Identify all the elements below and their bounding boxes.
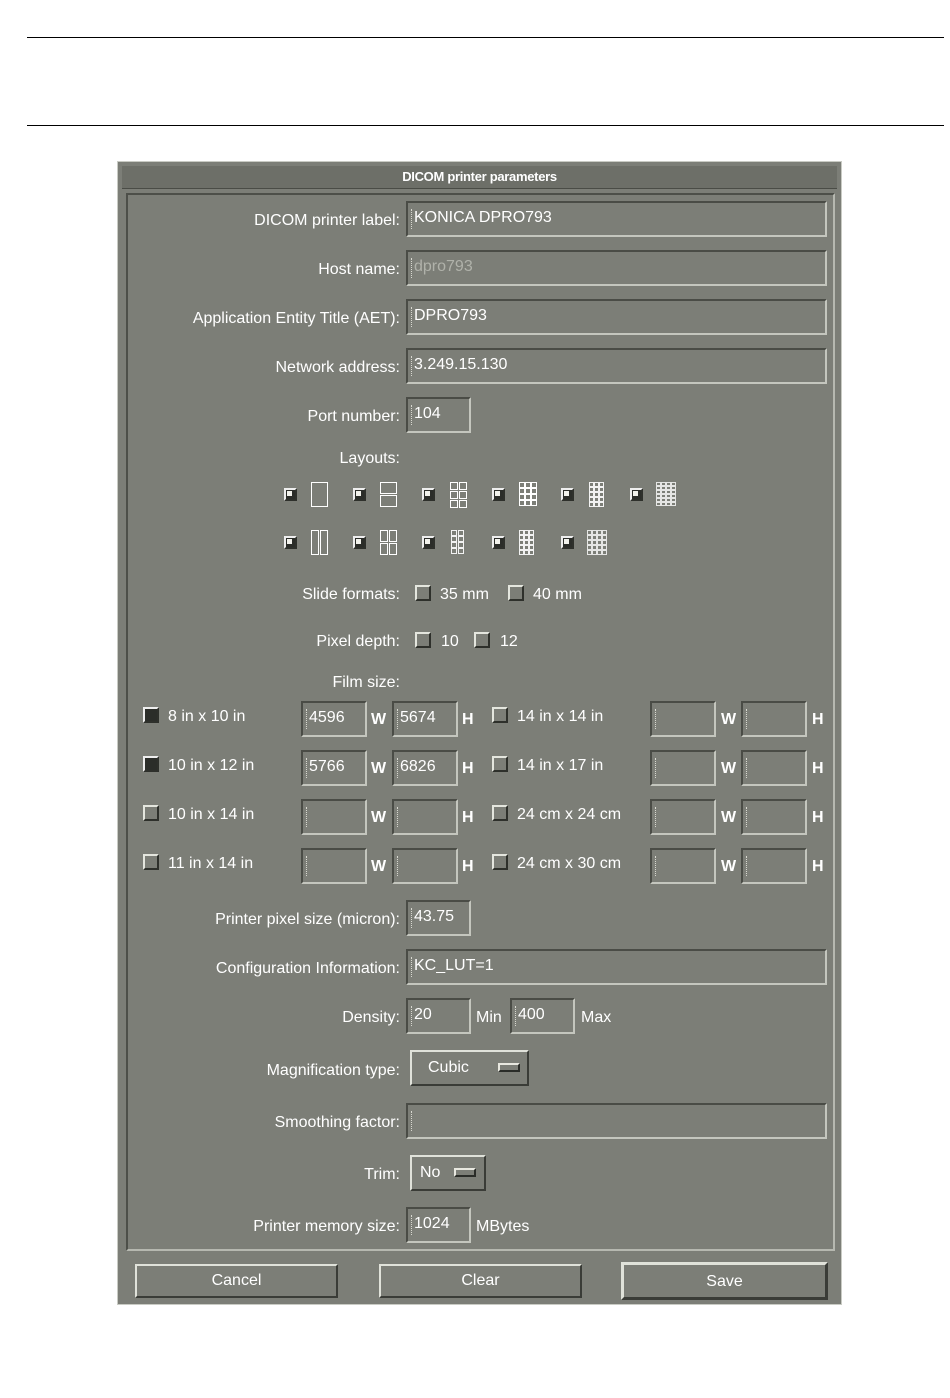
layout-4x5-icon (587, 530, 609, 561)
film-10x12-h-label: H (462, 760, 474, 777)
layout-3x5-icon (589, 482, 605, 513)
film-11x14-h-label: H (462, 858, 474, 875)
layout-checkbox-4x5[interactable] (630, 488, 643, 501)
film-10x12-w-label: W (371, 760, 387, 777)
pixel-depth-10-label: 10 (441, 633, 459, 650)
port-number-field[interactable]: 104 (406, 397, 471, 433)
layout-3x4-icon (519, 482, 538, 513)
film-10x14-w-label: W (371, 809, 387, 826)
film-10x14-width-field[interactable] (301, 799, 367, 835)
smoothing-caption: Smoothing factor: (274, 1114, 400, 1131)
film-24x24-checkbox[interactable] (492, 805, 508, 821)
film-24x24-h-label: H (812, 809, 824, 826)
layout-1x2-icon (380, 482, 398, 513)
layout-1x1-icon (311, 482, 329, 513)
slide-40mm-checkbox[interactable] (508, 585, 524, 601)
network-address-field[interactable]: 3.249.15.130 (406, 348, 827, 384)
layout-checkbox-3x4[interactable] (492, 488, 505, 501)
layouts-caption: Layouts: (339, 450, 400, 467)
film-14x14-w-label: W (721, 711, 737, 728)
film-14x17-label: 14 in x 17 in (517, 757, 604, 774)
film-10x12-height-field[interactable]: 6826 (392, 750, 458, 786)
film-24x24-width-field[interactable] (650, 799, 716, 835)
film-24x24-w-label: W (721, 809, 737, 826)
host-name-field[interactable]: dpro793 (406, 250, 827, 286)
slide-35mm-label: 35 mm (440, 586, 489, 603)
film-11x14-w-label: W (371, 858, 387, 875)
film-14x14-label: 14 in x 14 in (517, 708, 604, 725)
film-24x30-label: 24 cm x 30 cm (517, 855, 622, 872)
film-14x14-height-field[interactable] (741, 701, 807, 737)
dicom-printer-dialog (117, 161, 842, 1305)
film-10x14-h-label: H (462, 809, 474, 826)
film-24x30-height-field[interactable] (741, 848, 807, 884)
film-14x14-h-label: H (812, 711, 824, 728)
save-button[interactable]: Save (621, 1262, 828, 1300)
film-14x14-checkbox[interactable] (492, 707, 508, 723)
config-info-field[interactable]: KC_LUT=1 (406, 949, 827, 985)
film-8x10-label: 8 in x 10 in (168, 708, 246, 725)
memory-caption: Printer memory size: (253, 1218, 400, 1235)
film-14x17-w-label: W (721, 760, 737, 777)
memory-field[interactable]: 1024 (406, 1207, 471, 1243)
layout-checkbox-2x2[interactable] (422, 488, 435, 501)
film-14x17-height-field[interactable] (741, 750, 807, 786)
printer-label-field[interactable]: KONICA DPRO793 (406, 201, 827, 237)
option-menu-indicator-icon (454, 1168, 476, 1177)
pixel-depth-12-label: 12 (500, 633, 518, 650)
top-rule (27, 37, 944, 38)
density-min-label: Min (476, 1009, 502, 1026)
pixel-depth-12-checkbox[interactable] (474, 632, 490, 648)
film-24x24-height-field[interactable] (741, 799, 807, 835)
film-14x17-checkbox[interactable] (492, 756, 508, 772)
pixel-depth-caption: Pixel depth: (316, 633, 400, 650)
trim-option-menu[interactable] (410, 1155, 486, 1191)
network-address-caption: Network address: (275, 359, 400, 376)
film-14x17-width-field[interactable] (650, 750, 716, 786)
cancel-button[interactable]: Cancel (135, 1264, 338, 1298)
config-info-caption: Configuration Information: (215, 960, 400, 977)
film-11x14-height-field[interactable] (392, 848, 458, 884)
layout-4x6-icon (656, 482, 678, 513)
layout-checkbox-4x5b[interactable] (561, 536, 574, 549)
density-max-label: Max (581, 1009, 612, 1026)
layout-checkbox-2x1[interactable] (284, 536, 297, 549)
film-24x24-label: 24 cm x 24 cm (517, 806, 622, 823)
pixel-size-caption: Printer pixel size (micron): (215, 911, 400, 928)
film-24x30-checkbox[interactable] (492, 854, 508, 870)
layout-checkbox-2x4[interactable] (422, 536, 435, 549)
film-11x14-width-field[interactable] (301, 848, 367, 884)
film-24x30-width-field[interactable] (650, 848, 716, 884)
slide-40mm-label: 40 mm (533, 586, 582, 603)
layout-checkbox-1x2[interactable] (353, 488, 366, 501)
layout-2x4-icon (451, 530, 465, 561)
film-8x10-height-field[interactable]: 5674 (392, 701, 458, 737)
slide-35mm-checkbox[interactable] (415, 585, 431, 601)
slide-formats-caption: Slide formats: (302, 586, 400, 603)
clear-button[interactable]: Clear (379, 1264, 582, 1298)
film-10x12-label: 10 in x 12 in (168, 757, 255, 774)
film-11x14-label: 11 in x 14 in (168, 855, 254, 872)
layout-checkbox-3x5[interactable] (561, 488, 574, 501)
trim-value: No (420, 1164, 441, 1181)
film-8x10-width-field[interactable]: 4596 (301, 701, 367, 737)
memory-unit-label: MBytes (476, 1218, 530, 1235)
film-14x17-h-label: H (812, 760, 824, 777)
port-number-caption: Port number: (307, 408, 400, 425)
density-caption: Density: (342, 1009, 400, 1026)
layout-2x2-icon (380, 530, 398, 561)
aet-caption: Application Entity Title (AET): (192, 310, 400, 327)
pixel-depth-10-checkbox[interactable] (415, 632, 431, 648)
film-8x10-checkbox[interactable] (143, 707, 159, 723)
film-10x12-checkbox[interactable] (143, 756, 159, 772)
film-14x14-width-field[interactable] (650, 701, 716, 737)
magnification-option-menu[interactable] (410, 1050, 529, 1086)
film-size-caption: Film size: (332, 674, 400, 691)
pixel-size-field[interactable]: 43.75 (406, 900, 471, 936)
smoothing-field[interactable] (406, 1103, 827, 1139)
layout-3x5b-icon (519, 530, 535, 561)
film-10x12-width-field[interactable]: 5766 (301, 750, 367, 786)
film-8x10-h-label: H (462, 711, 474, 728)
printer-label-caption: DICOM printer label: (254, 212, 400, 229)
aet-field[interactable]: DPRO793 (406, 299, 827, 335)
film-11x14-checkbox[interactable] (143, 854, 159, 870)
film-10x14-label: 10 in x 14 in (168, 806, 255, 823)
film-10x14-checkbox[interactable] (143, 805, 159, 821)
layout-checkbox-3x5b[interactable] (492, 536, 505, 549)
film-24x30-h-label: H (812, 858, 824, 875)
density-max-field[interactable]: 400 (510, 998, 575, 1034)
magnification-value: Cubic (428, 1059, 469, 1076)
magnification-caption: Magnification type: (266, 1062, 400, 1079)
film-8x10-w-label: W (371, 711, 387, 728)
film-24x30-w-label: W (721, 858, 737, 875)
layout-checkbox-1x1[interactable] (284, 488, 297, 501)
layout-2x1-icon (311, 530, 329, 561)
layout-checkbox-2x2b[interactable] (353, 536, 366, 549)
film-10x14-height-field[interactable] (392, 799, 458, 835)
option-menu-indicator-icon (498, 1063, 520, 1072)
trim-caption: Trim: (364, 1166, 400, 1183)
layout-2x3-icon (450, 482, 468, 513)
host-name-caption: Host name: (318, 261, 400, 278)
density-min-field[interactable]: 20 (406, 998, 471, 1034)
dialog-title: DICOM printer parameters (122, 166, 837, 189)
header-rule (27, 125, 944, 126)
